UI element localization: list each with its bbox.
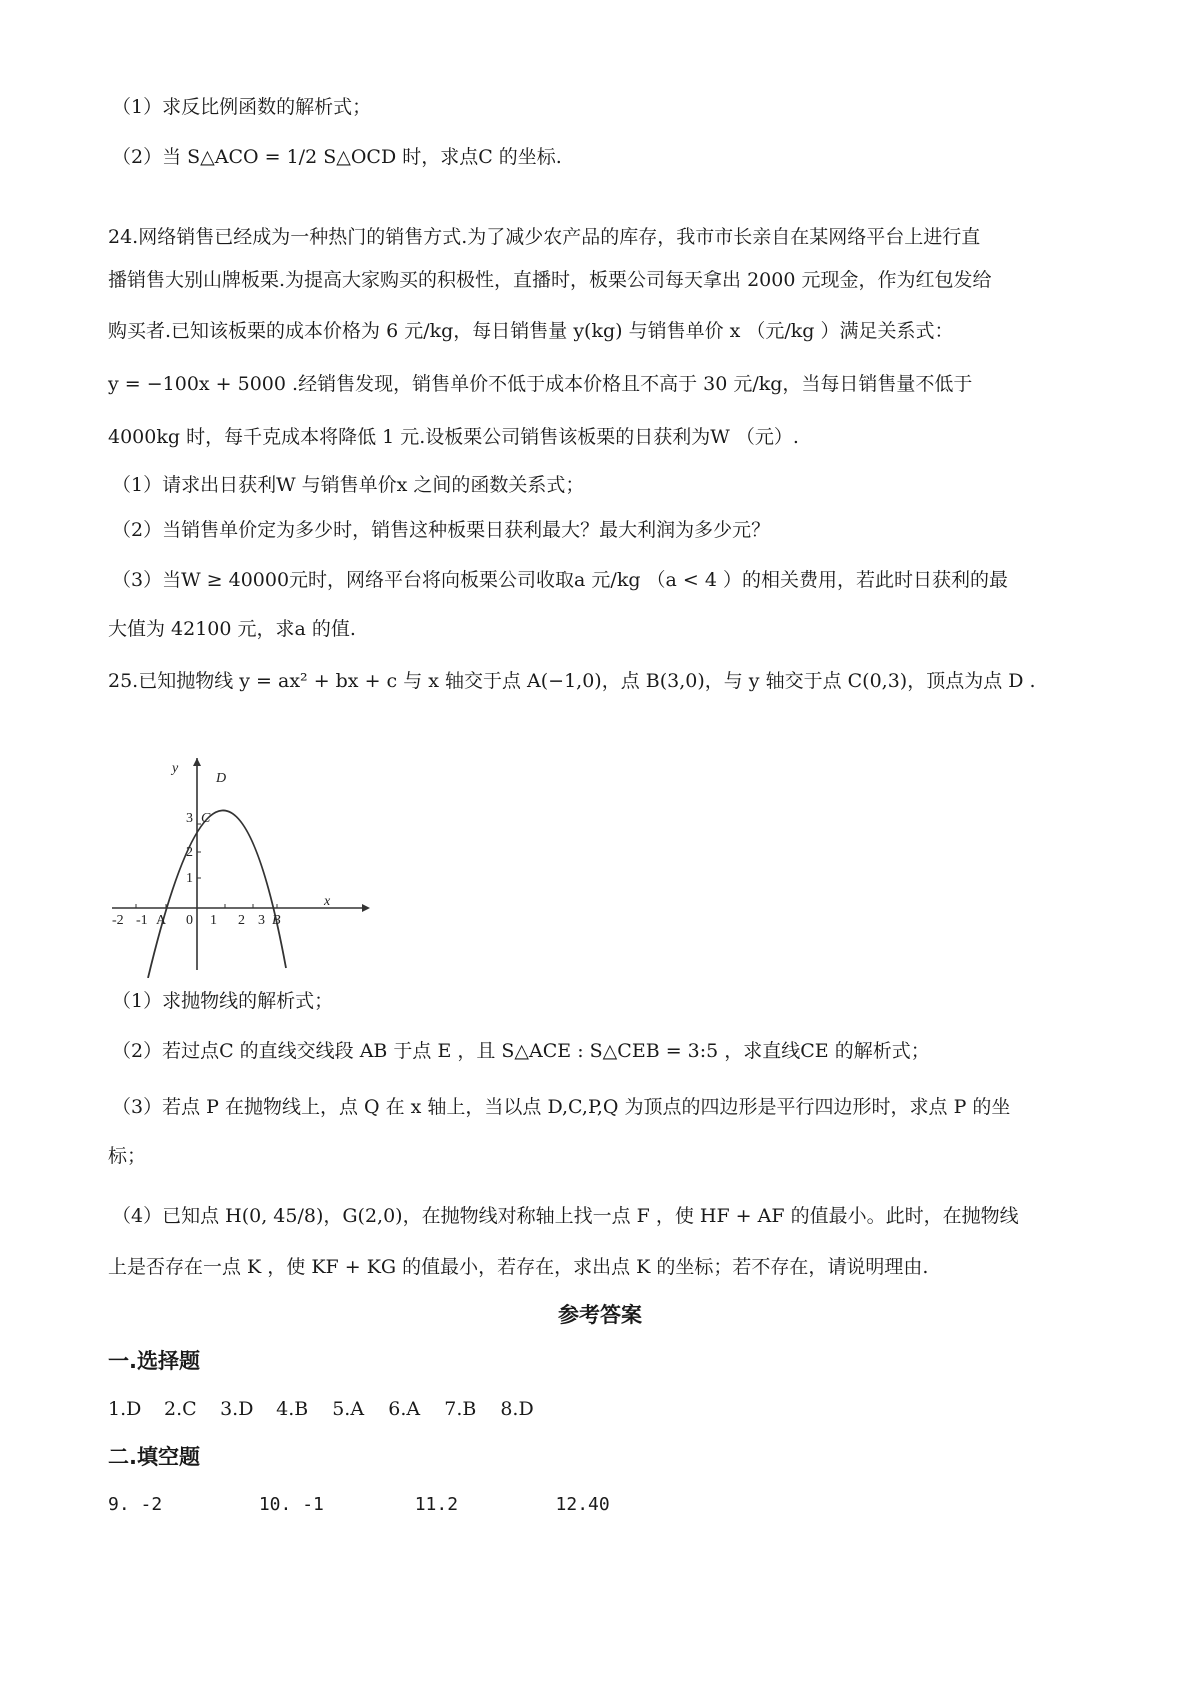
q25-part2: （2）若过点C 的直线交线段 AB 于点 E ，且 S△ACE : S△CEB = 3:5 ，求直线CE 的解析式；	[112, 1040, 930, 1062]
mc-answer-3: 3.D	[220, 1398, 254, 1420]
mc-answer-1: 1.D	[108, 1398, 142, 1420]
x-axis-arrow	[362, 904, 370, 912]
fill-answer-11: 11.2	[414, 1494, 459, 1515]
point-b-label: B	[272, 913, 281, 928]
mc-answer-5: 5.A	[332, 1398, 365, 1420]
q25-part4b: 上是否存在一点 K ，使 KF + KG 的值最小，若存在，求出点 K 的坐标；若不存在，请说明理由.	[108, 1256, 929, 1278]
point-a-label: A	[156, 913, 167, 928]
tick-label-x3: 3	[258, 913, 265, 928]
x-axis-label: x	[324, 894, 331, 909]
q23-part1: （1）求反比例函数的解析式；	[112, 96, 372, 118]
mc-answer-4: 4.B	[276, 1398, 309, 1420]
y-axis-label: y	[172, 761, 179, 776]
q24-part2: （2）当销售单价定为多少时，销售这种板栗日获利最大？最大利润为多少元？	[112, 519, 771, 541]
q23-part2: （2）当 S△ACO = 1/2 S△OCD 时，求点C 的坐标.	[112, 146, 562, 168]
fill-answer-12: 12.40	[555, 1494, 610, 1515]
mc-answer-2: 2.C	[164, 1398, 197, 1420]
q24-part1: （1）请求出日获利W 与销售单价x 之间的函数关系式；	[112, 474, 585, 496]
q24-part3a: （3）当W ≥ 40000元时，网络平台将向板栗公司收取a 元/kg （a < 4 ）的相关费用，若此时日获利的最	[112, 569, 1008, 591]
q24-line3: 购买者.已知该板栗的成本价格为 6 元/kg，每日销售量 y(kg) 与销售单价 x （元/kg ）满足关系式：	[108, 320, 954, 342]
parabola-curve	[148, 810, 286, 978]
q25-line1: 25.已知抛物线 y = ax² + bx + c 与 x 轴交于点 A(−1,0)，点 B(3,0)，与 y 轴交于点 C(0,3)，顶点为点 D .	[108, 670, 1036, 692]
vertex-d-label: D	[216, 771, 227, 786]
fill-answer-9: 9. -2	[108, 1494, 163, 1515]
q24-line4: y = −100x + 5000 .经销售发现，销售单价不低于成本价格且不高于 30 元/kg，当每日销售量不低于	[108, 373, 973, 395]
mc-answer-6: 6.A	[388, 1398, 421, 1420]
section-multiple-choice: 一.选择题	[108, 1349, 200, 1373]
tick-label-xneg1: -1	[136, 913, 148, 928]
q25-part3a: （3）若点 P 在抛物线上，点 Q 在 x 轴上，当以点 D,C,P,Q 为顶点的四边形是平行四边形时，求点 P 的坐	[112, 1096, 1011, 1118]
q25-part1: （1）求抛物线的解析式；	[112, 990, 334, 1012]
origin-label: 0	[186, 913, 193, 928]
tick-label-xneg2: -2	[112, 913, 124, 928]
answer-title: 参考答案	[558, 1303, 642, 1327]
q24-part3b: 大值为 42100 元，求a 的值.	[108, 618, 356, 640]
q24-line2: 播销售大别山牌板栗.为提高大家购买的积极性，直播时，板栗公司每天拿出 2000 元现金，作为红包发给	[108, 269, 992, 291]
tick-label-x2: 2	[238, 913, 245, 928]
fill-answer-10: 10. -1	[258, 1494, 324, 1515]
q24-line5: 4000kg 时，每千克成本将降低 1 元.设板栗公司销售该板栗的日获利为W （元）.	[108, 426, 799, 448]
tick-label-y1: 1	[186, 871, 193, 886]
q24-line1: 24.网络销售已经成为一种热门的销售方式.为了减少农产品的库存，我市市长亲自在某网络平台上进行直	[108, 226, 981, 248]
tick-label-x1: 1	[210, 913, 217, 928]
tick-label-y3: 3	[186, 811, 193, 826]
section-fill-in: 二.填空题	[108, 1445, 200, 1469]
q25-part4a: （4）已知点 H(0, 45/8)，G(2,0)，在抛物线对称轴上找一点 F ，使 HF + AF 的值最小。此时，在抛物线	[112, 1205, 1019, 1227]
q25-part3b: 标；	[108, 1145, 147, 1167]
y-axis-arrow	[193, 758, 201, 766]
mc-answer-8: 8.D	[500, 1398, 534, 1420]
point-c-label: C	[201, 811, 211, 826]
fill-answers	[108, 1490, 636, 1520]
parabola-graph	[112, 758, 372, 978]
tick-label-y2: 2	[186, 845, 193, 860]
mc-answer-7: 7.B	[444, 1398, 477, 1420]
mc-answers	[108, 1394, 550, 1424]
